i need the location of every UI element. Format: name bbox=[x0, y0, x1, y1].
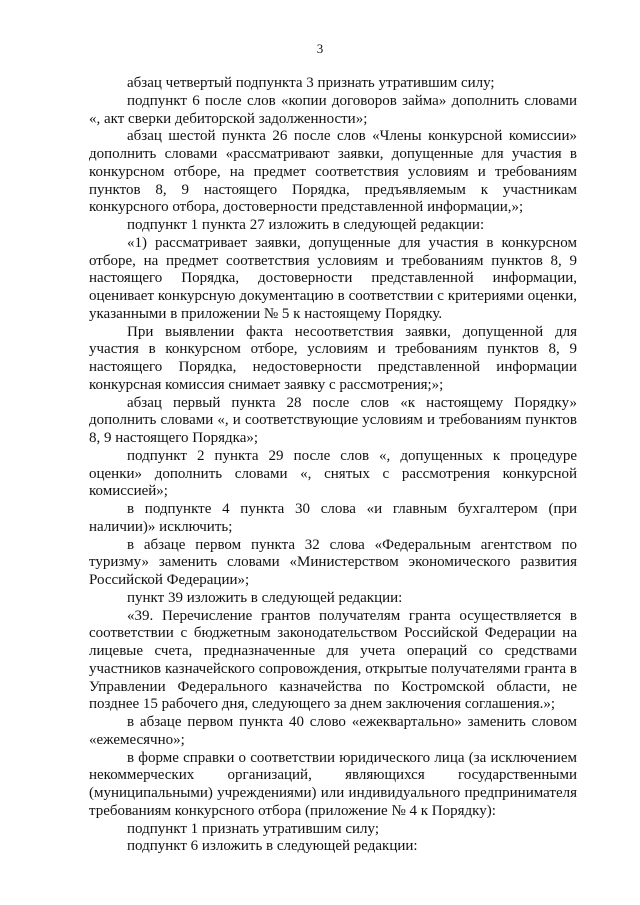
paragraph: При выявлении факта несоответствия заявки, допущенной для участия в конкурсном отборе, условиям и требованиям пунктов 8, 9 настоящего Порядка, недостоверности представленной информации конкурсная комиссия снимает заявку с рассмотрения;»; bbox=[89, 323, 577, 393]
paragraph: «1) рассматривает заявки, допущенные для участия в конкурсном отборе, на предмет соответствия условиям и требованиям пунктов 8, 9 настоящего Порядка, достоверности представленной информации, оценивает конкурсную документацию в соответствии с критериями оценки, указанными в приложении № 5 к настоящему Порядку. bbox=[89, 234, 577, 322]
paragraph: в форме справки о соответствии юридического лица (за исключением некоммерческих организаций, являющихся государственными (муниципальными) учреждениями) или индивидуального предпринимателя требованиям конкурсного отбора (приложение № 4 к Порядку): bbox=[89, 749, 577, 819]
paragraph: подпункт 2 пункта 29 после слов «, допущенных к процедуре оценки» дополнить словами «, снятых с рассмотрения конкурсной комиссией»; bbox=[89, 447, 577, 500]
paragraph: в подпункте 4 пункта 30 слова «и главным бухгалтером (при наличии)» исключить; bbox=[89, 501, 577, 535]
paragraph: абзац первый пункта 28 после слов «к настоящему Порядку» дополнить словами «, и соответствующие условиям и требованиям пунктов 8, 9 настоящего Порядка»; bbox=[89, 394, 577, 446]
paragraph: абзац четвертый подпункта 3 признать утратившим силу; bbox=[127, 75, 495, 91]
paragraph: пункт 39 изложить в следующей редакции: bbox=[127, 589, 403, 606]
paragraph: «39. Перечисление грантов получателям гранта осуществляется в соответствии с бюджетным законодательством Российской Федерации на лицевые счета, предназначенные для учета операций со средствами участников казначейского сопровождения, открытые получателями гранта в Управлении Федерального казначейства по Костромской области, не позднее 15 рабочего дня, следующего за днем заключения соглашения.»; bbox=[89, 607, 577, 713]
paragraph: подпункт 1 пункта 27 изложить в следующей редакции: bbox=[127, 217, 485, 233]
paragraph: подпункт 1 признать утратившим силу; bbox=[127, 820, 379, 837]
page-number: 3 bbox=[316, 41, 324, 56]
paragraph: абзац шестой пункта 26 после слов «Члены конкурсной комиссии» дополнить словами «рассматривают заявки, допущенные для участия в конкурсном отборе, на предмет соответствия условиям и требованиям пунктов 8, 9 настоящего Порядка, предъявляемым к участникам конкурсного отбора, достоверности представленной информации,»; bbox=[89, 128, 577, 216]
document-body bbox=[89, 75, 577, 856]
paragraph: в абзаце первом пункта 40 слово «ежеквартально» заменить словом «ежемесячно»; bbox=[89, 714, 577, 748]
paragraph: подпункт 6 после слов «копии договоров займа» дополнить словами «, акт сверки дебиторской задолженности»; bbox=[89, 92, 577, 127]
paragraph: подпункт 6 изложить в следующей редакции: bbox=[127, 838, 418, 855]
paragraph: в абзаце первом пункта 32 слова «Федеральным агентством по туризму» заменить словами «Министерством экономического развития Российской Федерации»; bbox=[89, 536, 577, 588]
